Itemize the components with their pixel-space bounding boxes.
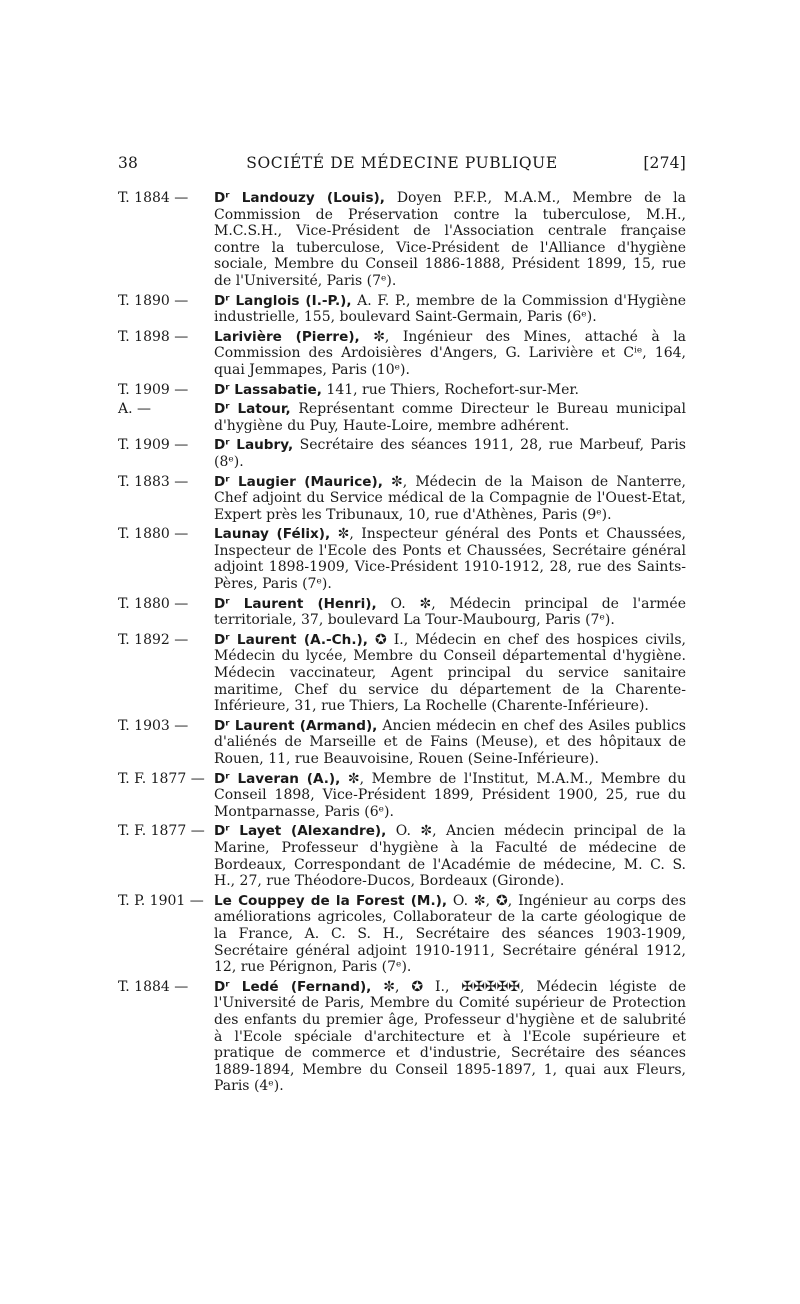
entry-code: T. 1903 —	[118, 717, 189, 734]
entry-name: Dʳ Lassabatie,	[214, 381, 322, 398]
entry-name: Dʳ Landouzy (Louis),	[214, 190, 385, 206]
entry-name: Launay (Félix),	[214, 526, 331, 543]
entry-code: T. P. 1901 —	[118, 892, 204, 909]
entry-name: Le Couppey de la Forest (M.),	[214, 892, 448, 909]
list-item	[118, 632, 686, 715]
entry-text: O. ✼, ✪, Ingénieur au corps des améliorations agricoles, Collaborateur de la carte géologique de la France, A. C. S. H., Secrétaire des séances 1903-1909, Secrétaire général adjoint 1910-1911, Secrétaire général 1912, 12, rue Pérignon, Paris (7ᵉ).	[214, 892, 687, 976]
entry-text: ✼, Ingénieur des Mines, attaché à la Commission des Ardoisières d'Angers, G. Larivière et Cⁱᵉ, 164, quai Jemmapes, Paris (10ᵉ).	[214, 328, 687, 378]
list-item	[118, 190, 686, 290]
list-item	[118, 329, 686, 379]
list-item	[118, 401, 686, 434]
entry-name: Dʳ Langlois (I.-P.),	[214, 292, 352, 309]
entry-code: T. 1909 —	[118, 381, 189, 398]
entry-text: Doyen P.F.P., M.A.M., Membre de la Commission de Préservation contre la tuberculose, M.H., M.C.S.H., Vice-Président de l'Association centrale française contre la tuberculose, Vice-Président de l'Alliance d'hygiène sociale, Membre du Conseil 1886-1888, Président 1899, 15, rue de l'Université, Paris (7ᵉ).	[214, 190, 687, 289]
entry-name: Dʳ Laurent (A.-Ch.),	[214, 631, 368, 648]
list-item	[118, 293, 686, 326]
entry-code: T. 1892 —	[118, 631, 189, 648]
entry-name: Dʳ Laveran (A.),	[214, 770, 341, 787]
entry-text: O. ✼, Ancien médecin principal de la Marine, Professeur d'hygiène à la Faculté de médecine de Bordeaux, Correspondant de l'Académie de médecine, M. C. S. H., 27, rue Théodore-Ducos, Bordeaux (Gironde).	[214, 823, 687, 890]
entry-code: T. 1898 —	[118, 328, 189, 345]
entry-text: Ancien médecin en chef des Asiles publics d'aliénés de Marseille et de Fains (Meuse), et des hôpitaux de Rouen, 11, rue Beauvoisine, Rouen (Seine-Inférieure).	[214, 717, 686, 767]
entry-text: O. ✼, Médecin principal de l'armée territoriale, 37, boulevard La Tour-Maubourg, Paris (7ᵉ).	[214, 595, 687, 629]
entry-name: Dʳ Laurent (Armand),	[214, 717, 378, 734]
list-item	[118, 771, 686, 821]
entry-code: T. F. 1877 —	[118, 823, 205, 840]
list-item	[118, 979, 686, 1095]
list-item	[118, 382, 686, 399]
list-item	[118, 437, 686, 470]
entry-text: ✼, ✪ I., ✠✠✠✠✠, Médecin légiste de l'Université de Paris, Membre du Comité supérieur de Protection des enfants du premier âge, Professeur d'hygiène et de salubrité à l'Ecole spéciale d'architecture et à l'Ecole supérieure et pratique de commerce et d'industrie, Secrétaire des séances 1889-1894, Membre du Conseil 1895-1897, 1, quai aux Fleurs, Paris (4ᵉ).	[214, 978, 686, 1095]
entry-text: A. F. P., membre de la Commission d'Hygiène industrielle, 155, boulevard Saint-Germain, Paris (6ᵉ).	[214, 292, 686, 326]
entry-text: 141, rue Thiers, Rochefort-sur-Mer.	[326, 381, 579, 398]
entry-code: T. 1880 —	[118, 526, 189, 543]
entry-text: ✼, Médecin de la Maison de Nanterre, Chef adjoint du Service médical de la Compagnie de l'Ouest-Etat, Expert près les Tribunaux, 10, rue d'Athènes, Paris (9ᵉ).	[214, 473, 686, 523]
list-item	[118, 823, 686, 889]
entry-name: Larivière (Pierre),	[214, 328, 360, 345]
entry-code: T. 1884 —	[118, 190, 189, 206]
entry-text: ✼, Inspecteur général des Ponts et Chaussées, Inspecteur de l'Ecole des Ponts et Chaussées, Secrétaire général adjoint 1898-1909, Vice-Président 1910-1912, 28, rue des Saints-Pères, Paris (7ᵉ).	[214, 526, 686, 593]
page-header	[118, 148, 686, 178]
entry-code: T. F. 1877 —	[118, 770, 205, 787]
list-item	[118, 718, 686, 768]
entry-name: Dʳ Latour,	[214, 401, 291, 418]
page-number: 38	[118, 154, 139, 172]
entry-text: Secrétaire des séances 1911, 28, rue Marbeuf, Paris (8ᵉ).	[214, 437, 686, 470]
entry-name: Dʳ Laubry,	[214, 437, 294, 454]
running-title: SOCIÉTÉ DE MÉDECINE PUBLIQUE	[246, 154, 558, 172]
list-item	[118, 893, 686, 976]
entry-text: ✪ I., Médecin en chef des hospices civils, Médecin du lycée, Membre du Conseil départemental d'hygiène. Médecin vaccinateur, Agent principal du service sanitaire maritime, Chef du service du département de la Charente-Inférieure, 31, rue Thiers, La Rochelle (Charente-Inférieure).	[214, 631, 687, 715]
entry-code: T. 1884 —	[118, 978, 189, 995]
list-item	[118, 526, 686, 592]
list-item	[118, 596, 686, 629]
entry-code: T. 1890 —	[118, 292, 189, 309]
entry-name: Dʳ Laugier (Maurice),	[214, 473, 383, 490]
entry-text: ✼, Membre de l'Institut, M.A.M., Membre du Conseil 1898, Vice-Président 1899, Président 1900, 25, rue du Montparnasse, Paris (6ᵉ).	[214, 770, 686, 820]
list-item	[118, 474, 686, 524]
entry-code: T. 1883 —	[118, 473, 189, 490]
entry-name: Dʳ Layet (Alexandre),	[214, 823, 387, 840]
member-list	[118, 190, 686, 1098]
page-reference: [274]	[643, 154, 686, 172]
entry-code: T. 1909 —	[118, 437, 189, 454]
entry-code: A. —	[118, 401, 152, 418]
entry-text: Représentant comme Directeur le Bureau municipal d'hygiène du Puy, Haute-Loire, membre adhérent.	[214, 401, 686, 434]
entry-code: T. 1880 —	[118, 595, 189, 612]
entry-name: Dʳ Laurent (Henri),	[214, 595, 377, 612]
entry-name: Dʳ Ledé (Fernand),	[214, 978, 372, 995]
